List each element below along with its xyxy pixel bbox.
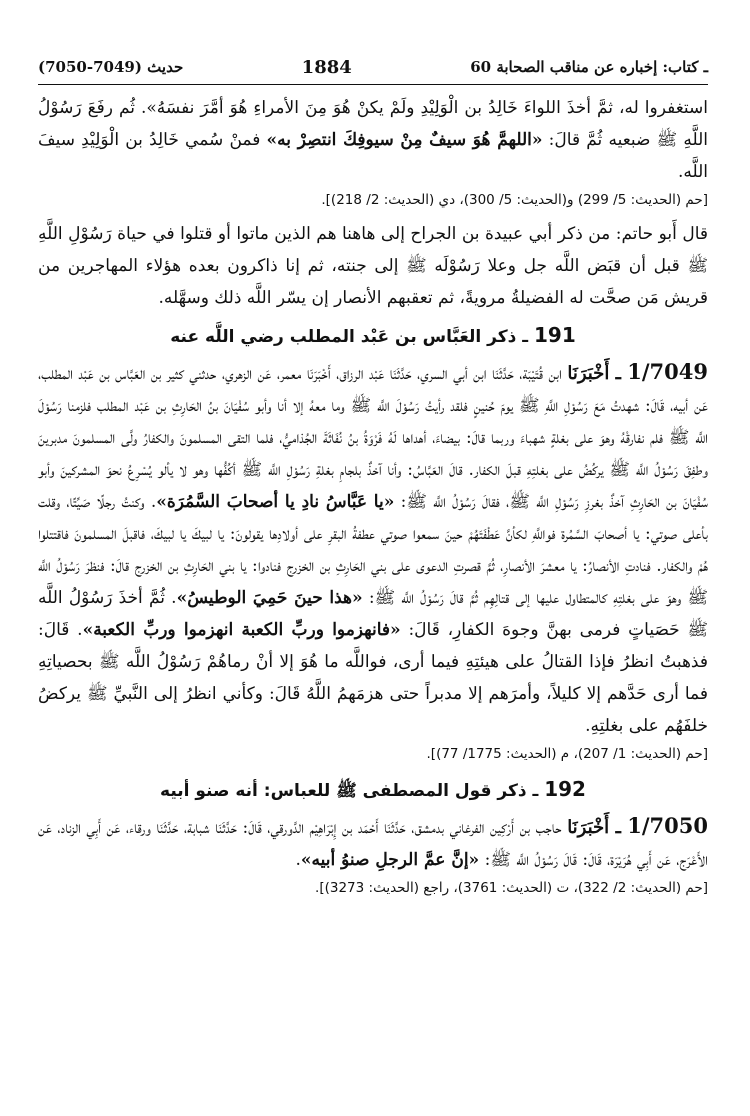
reference-line: [حم (الحديث: 1/ 207)، م (الحديث: 1775/ 77)]. [426,746,708,762]
header-hadith-range: حديث (7049-7050) [38,58,184,76]
abu-hatim-note: قال أَبو حاتم: من ذكر أبي عبيدة بن الجراح إلى هاهنا هم الذين ماتوا أو قتلوا في حياة رَسُوْلِ اللَّهِ ﷺ قبل أن قبَض اللَّه جل وعلا رَسُوْلَه ﷺ إلى جنته، ثم إنا ذاكرون بعده هؤلاء المهاجرين من قريش مَن صحَّت له الفضيلةُ مرويةً، ثم تعقبهم الأنصار إن يسّر اللَّه ذلك وسهَّله. [38,224,708,308]
header-chapter-title: 60 ـ كتاب: إخباره عن مناقب الصحابة [470,58,708,76]
header-rule [38,84,708,85]
reference-line: [حم (الحديث: 5/ 299) و(الحديث: 5/ 300)، دي (الحديث: 2/ 218)]. [321,192,708,208]
paragraph-continuation: استغفروا له، ثمَّ أخذَ اللواءَ خَالِدُ بن الْوَلِيْدِ ولَمْ يكنْ هُوَ مِنَ الأمراءِ هُوَ أمَّرَ نفسَهُ». ثُم رفَعَ رَسُوْلُ اللَّهِ ﷺ ضبعيه ثُمَّ قالَ: «اللهمَّ هُوَ سيفٌ مِنْ سيوفِكَ انتصِرْ به» فمنْ سُمي خَالِدُ بن الْوَلِيْدِ سيفَ اللَّه. [38,98,708,182]
reference-line: [حم (الحديث: 2/ 322)، ت (الحديث: 3761)، راجع (الحديث: 3273)]. [315,880,708,896]
running-header [38,52,708,82]
hadith-7050: 1/7050 ـ أَخْبَرَنَا حاجب بن أَرْكِين الفرغاني بدمشق، حَدَّثَنَا أَحْمَد بن إِبْرَاهِيْم الدَّورقي، قَالَ: حَدَّثَنَا شبابة، حَدَّثَنَا ورقاء، عَن أَبِي الزناد، عَن الأَعْرَج، عَن أَبِي هُرَيْرَة، قَالَ: قَالَ رَسُوْلُ اللَّه ﷺ: «إنَّ عمَّ الرجلِ صنوُ أبيه». [38,813,708,870]
section-heading-192: 192 ـ ذكر قول المصطفى ﷺ للعباس: أنه صنو أبيه [160,777,586,801]
hadith-number: 1/7049 [627,359,708,384]
page-number: 1884 [301,56,352,78]
quote-prophet: «اللهمَّ هُوَ سيفٌ مِنْ سيوفِكَ انتصِرْ به» [266,130,543,150]
hadith-7049: 1/7049 ـ أَخْبَرَنَا ابن قُتَيْبَة، حَدَّثَنَا ابن أبي السري، حَدَّثَنَا عَبْد الرزاق، أَخْبَرَنَا معمر، عَن الزهري، حدثني كثير بن العَبَّاس بن عَبْد المطلب، عَن أبيه، قَالَ: شهدتُ مَعَ رَسُوْلِ اللَّهِ ﷺ يومَ حُنينٍ فلقد رأيتُ رَسُوْلَ اللَّه ﷺ وما معهُ إلا أنا وأبو سُفْيَانَ بنُ الحَارِثِ بن عَبْد المطلب فلزمنا رَسُوْلَ اللَّه ﷺ فلم نفارقْهُ وهوَ على بغلةٍ شهباءَ وربما قالَ: بيضاءَ، أهداها لَهُ فَرْوَةُ بنُ نُفَاثَةَ الجُذاميُّ، فلما التقى المسلمونَ والكفارُ ولَّى المسلمونَ مدبرينَ وطفِقَ رَسُوْلُ اللَّه ﷺ يركُضُ على بغلتِهِ قبلَ الكفار. قالَ العَبَّاسُ: وأنا آخذٌ بلجامِ بغلةِ رَسُوْلِ اللَّه ﷺ أكُفُّها وهو لا يألو يُسْرِعُ نحوَ المشركينَ وأبو سُفْيَانَ بن الحَارِثِ آخذٌ بغرزِ رَسُوْلِ اللَّه ﷺ، فقالَ رَسُوْلُ اللَّه ﷺ: «يا عَبَّاسُ نادِ يا أصحابَ السَّمُرَة». وكنتُ رجلًا صَيِّتًا، وقلت بأعلى صوتي: يا أصحابَ السَّمُرة فواللَّهِ لكأنَّ عَطْفَتَهُمْ حينَ سمعوا صوتي عطفةُ البقرِ على أولادِها يقولونَ: يا لبيكَ يا لبيكَ، فاقبلَ المسلمونَ فاقتتلوا هُمْ والكفار. فنادتِ الأنصارُ: يا معشرَ الأنصارِ، ثُمَّ قصرتِ الدعوى على بني الحَارِثِ بن الخزرج فنادوا: يا بني الحَارِثِ بن الخزرج قالَ: فنظرَ رَسُوْلُ اللَّه ﷺ وهوَ على بغلتِهِ كالمتطاول عليها إلى قتالِهِم ثُمَّ قالَ رَسُوْلُ اللَّه ﷺ: «هذا حينَ حَمِيَ الوطيسُ». ثُمَّ أخذَ رَسُوْلُ اللَّه ﷺ حَصَياتٍ فرمى بهنَّ وجوهَ الكفارِ، قَالَ: «فانهزموا وربِّ الكعبة انهزموا وربِّ الكعبة». قَالَ: فذهبتُ انظرُ فإذا القتالُ على هيئتِهِ فيما أرى، فواللَّه ما هُوَ إلا أنْ رماهُمْ رَسُوْلُ اللَّه ﷺ بحصياتِهِ فما أرى حَدَّهم إلا كليلاً، وأمرَهم إلا مدبراً حتى هزمَهمُ اللَّهُ قَالَ: وكأني انظرُ إلى النَّبيِّ ﷺ يركضُ خلفَهُم على بغلتِهِ. [38,359,709,736]
page-body [38,92,708,906]
section-heading-191: 191 ـ ذكر العَبَّاس بن عَبْد المطلب رضي اللَّه عنه [170,323,576,347]
hadith-number: 1/7050 [627,813,708,838]
